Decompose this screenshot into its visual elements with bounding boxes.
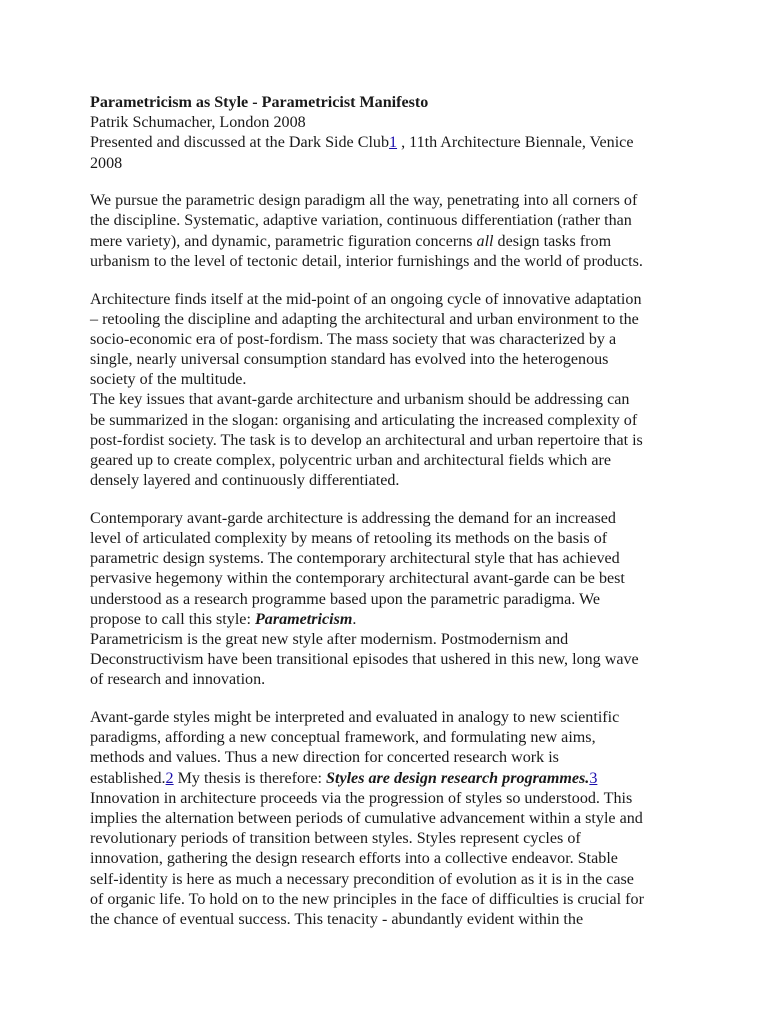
text-run: propose to call this style: (90, 610, 255, 628)
paragraph-line: Innovation in architecture proceeds via the progression of styles so understood. This (90, 789, 633, 807)
paragraph-gap (90, 491, 686, 509)
paragraph-line: post-fordist society. The task is to develop an architectural and urban repertoire that is (90, 431, 643, 449)
paragraph-line: Parametricism is the great new style after modernism. Postmodernism and (90, 631, 569, 648)
paragraph-line: pervasive hegemony within the contemporary architectural avant-garde can be best (90, 570, 625, 588)
text-run: . (352, 610, 357, 628)
paragraph-1 (90, 191, 686, 272)
footnote-link-3[interactable]: 3 (589, 769, 598, 787)
paragraph-line: self-identity is here as much a necessary precondition of evolution as it is in the case (90, 870, 634, 888)
paragraph-line (90, 769, 686, 789)
presented-year: 2008 (90, 154, 123, 172)
paragraph-2 (90, 290, 686, 492)
paragraph-line: The key issues that avant-garde architecture and urbanism should be addressing can (90, 391, 630, 409)
paragraph-line: – retooling the discipline and adapting the architectural and urban environment to the (90, 310, 639, 328)
paragraph-gap (90, 174, 686, 192)
paragraph-line: the chance of eventual success. This tenacity - abundantly evident within the (90, 910, 584, 928)
paragraph-line: be summarized in the slogan: organising and articulating the increased complexity of (90, 411, 638, 429)
paragraph-gap (90, 272, 686, 290)
text-run: mere variety), and dynamic, parametric figuration concerns (90, 232, 477, 250)
paragraph-line: of organic life. To hold on to the new principles in the face of difficulties is crucial for (90, 890, 644, 908)
presented-text: Presented and discussed at the Dark Side Club (90, 134, 390, 152)
paragraph-3 (90, 509, 686, 691)
paragraph-line: level of articulated complexity by means of retooling its methods on the basis of (90, 530, 608, 548)
paragraph-line: densely layered and continuously differentiated. (90, 472, 400, 490)
paragraph-line: urbanism to the level of tectonic detail, interior furnishings and the world of products. (90, 252, 643, 270)
paragraph-line: Deconstructivism have been transitional episodes that ushered in this new, long wave (90, 651, 639, 669)
paragraph-line: revolutionary periods of transition between styles. Styles represent cycles of (90, 830, 581, 848)
paragraph-line: single, nearly universal consumption standard has evolved into the heterogenous (90, 351, 609, 369)
paragraph-line: Avant-garde styles might be interpreted and evaluated in analogy to new scientific (90, 709, 620, 727)
presented-text-rest: , 11th Architecture Biennale, Venice (397, 134, 634, 152)
paragraph-line (90, 610, 686, 630)
paragraph-line: geared up to create complex, polycentric urban and architectural fields which are (90, 452, 612, 469)
paragraph-line: implies the alternation between periods of cumulative advancement within a style and (90, 810, 643, 827)
paragraph-line: We pursue the parametric design paradigm all the way, penetrating into all corners of (90, 192, 638, 210)
paragraph-line: socio-economic era of post-fordism. The mass society that was characterized by a (90, 330, 617, 348)
footnote-link-1[interactable]: 1 (389, 134, 398, 152)
document-page (90, 93, 686, 930)
paragraph-line: methods and values. Thus a new direction for concerted research work is (90, 749, 559, 767)
paragraph-line: Architecture finds itself at the mid-point of an ongoing cycle of innovative adaptation (90, 290, 642, 308)
paragraph-line: Contemporary avant-garde architecture is addressing the demand for an increased (90, 509, 616, 527)
paragraph-line: understood as a research programme based upon the parametric paradigma. We (90, 590, 601, 608)
footnote-link-2[interactable]: 2 (165, 769, 174, 787)
paragraph-line: paradigms, affording a new conceptual framework, and formulating new aims, (90, 729, 596, 747)
text-run: My thesis is therefore: (173, 769, 327, 787)
bold-italic-term: Parametricism (254, 610, 353, 628)
document-title: Parametricism as Style - Parametricist Manifesto (90, 94, 429, 111)
paragraph-line: society of the multitude. (90, 371, 247, 389)
paragraph-line: the discipline. Systematic, adaptive variation, continuous differentiation (rather than (90, 212, 632, 230)
author-line: Patrik Schumacher, London 2008 (90, 114, 306, 132)
italic-emphasis: all (476, 232, 494, 250)
paragraph-line (90, 232, 686, 252)
text-run: established. (90, 769, 166, 787)
bold-italic-thesis: Styles are design research programmes. (326, 769, 590, 787)
text-run: design tasks from (493, 232, 612, 250)
presented-line (90, 133, 686, 153)
paragraph-line: parametric design systems. The contemporary architectural style that has achieved (90, 550, 620, 568)
paragraph-line: innovation, gathering the design research efforts into a collective endeavor. Stable (90, 850, 618, 868)
paragraph-line: of research and innovation. (90, 671, 266, 689)
paragraph-4 (90, 708, 686, 930)
paragraph-gap (90, 691, 686, 709)
